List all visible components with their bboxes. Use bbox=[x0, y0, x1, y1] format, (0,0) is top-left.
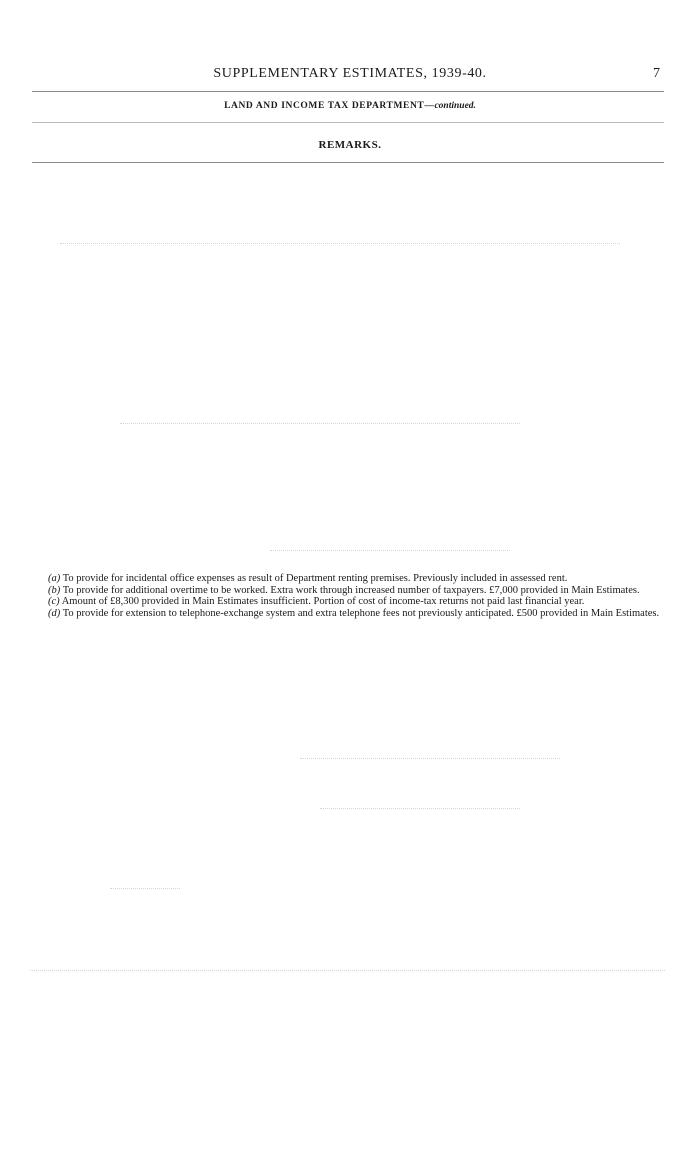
department-rule bbox=[32, 122, 664, 123]
section-rule bbox=[32, 162, 664, 163]
remark-letter: (a) bbox=[48, 573, 61, 584]
bleed-through-line bbox=[320, 808, 520, 809]
remark-item-d bbox=[48, 608, 664, 620]
remark-letter: (c) bbox=[48, 596, 60, 607]
remarks-heading: REMARKS. bbox=[318, 139, 382, 151]
page-header bbox=[0, 66, 700, 86]
department-heading bbox=[0, 101, 700, 111]
remark-item-c bbox=[48, 596, 664, 608]
page-number: 7 bbox=[653, 66, 660, 81]
department-name: LAND AND INCOME TAX DEPARTMENT— bbox=[224, 101, 435, 111]
bleed-through-line bbox=[110, 888, 180, 889]
department-continued: continued. bbox=[434, 101, 476, 111]
remark-text: Amount of £8,300 provided in Main Estimates insufficient. Portion of cost of income-tax returns not paid last financial year. bbox=[61, 596, 585, 607]
bleed-through-line bbox=[120, 423, 520, 424]
remark-text: To provide for additional overtime to be worked. Extra work through increased number of taxpayers. £7,000 provided in Main Estimates. bbox=[62, 584, 640, 596]
remark-letter: (d) bbox=[48, 607, 61, 619]
remark-text: To provide for extension to telephone-exchange system and extra telephone fees not previously anticipated. £500 provided in Main Estimates. bbox=[62, 607, 660, 619]
bleed-through-line bbox=[30, 970, 665, 971]
remarks-list bbox=[48, 573, 664, 619]
header-rule bbox=[32, 91, 664, 92]
remark-letter: (b) bbox=[48, 584, 61, 596]
remark-item-b bbox=[48, 585, 664, 597]
bleed-through-line bbox=[270, 550, 510, 551]
bleed-through-line bbox=[60, 243, 620, 244]
bleed-through-line bbox=[300, 758, 560, 759]
page-title: SUPPLEMENTARY ESTIMATES, 1939-40. bbox=[213, 66, 487, 81]
remark-text: To provide for incidental office expenses as result of Department renting premises. Previously included in assessed rent. bbox=[62, 573, 568, 584]
remark-item-a bbox=[48, 573, 664, 585]
